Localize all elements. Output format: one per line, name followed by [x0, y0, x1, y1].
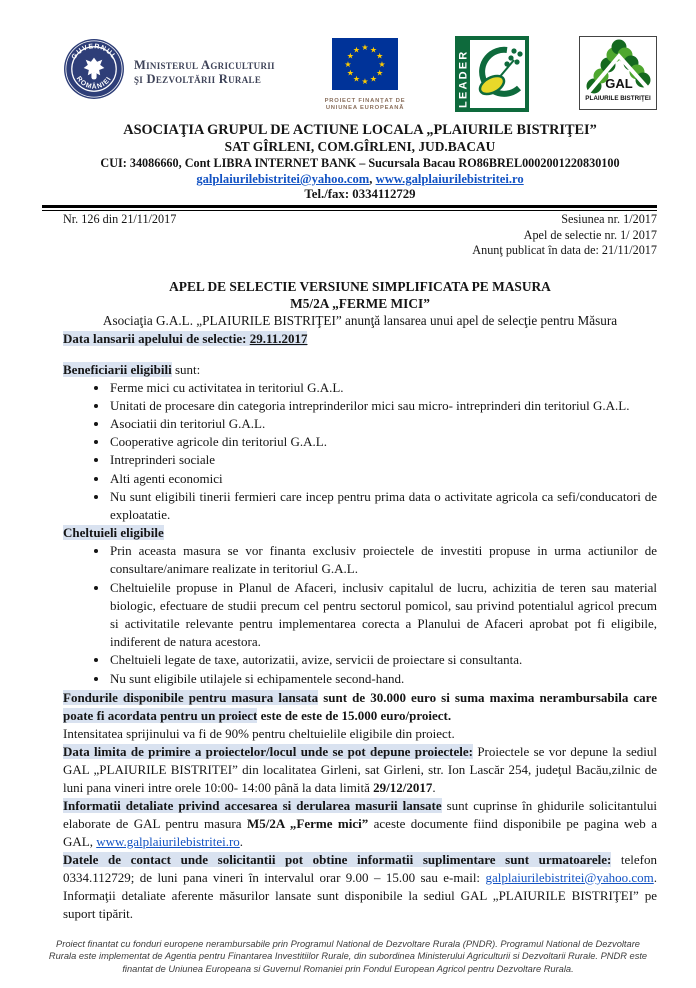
session-number: Sesiunea nr. 1/2017	[561, 212, 657, 226]
call-number: Apel de selectie nr. 1/ 2017	[523, 227, 657, 242]
svg-text:★: ★	[369, 74, 378, 84]
beneficiaries-list	[63, 379, 657, 525]
list-item: • Nu sunt eligibile utilajele si echipamentele second-hand.	[109, 670, 657, 688]
svg-text:★: ★	[361, 77, 369, 86]
launch-date-line: Data lansarii apelului de selectie: 29.11.2017	[63, 330, 308, 346]
publish-date: Anunţ publicat în data de: 21/11/2017	[472, 243, 657, 257]
romanian-government-seal-icon	[63, 38, 125, 105]
page-title	[63, 278, 657, 330]
svg-text:★: ★	[352, 74, 361, 84]
header-email-link[interactable]: galplaiurilebistritei@yahoo.com	[196, 172, 370, 186]
eu-flag-caption: PROIECT FINANŢAT DE UNIUNEA EUROPEANĂ	[324, 98, 406, 111]
title-subtitle: Asociaţia G.A.L. „PLAIURILE BISTRIŢEI” anunţă lansarea unui apel de selecţie pentru Măsura	[102, 312, 618, 328]
website-link[interactable]: www.galplaiurilebistritei.ro	[96, 833, 240, 849]
expenses-heading: Cheltuieli eligibile	[63, 525, 164, 541]
funds-paragraph: Fondurile disponibile pentru masura lansata sunt de 30.000 euro si suma maxima nerambursabila care poate fi acordata pentru un proiect este de este de 15.000 euro/proiect.	[63, 689, 657, 723]
organization-header	[63, 122, 657, 202]
launch-date: 29.11.2017	[249, 330, 308, 346]
document-meta	[63, 212, 657, 259]
email-link[interactable]: galplaiurilebistritei@yahoo.com	[485, 869, 654, 885]
government-logo	[63, 38, 275, 105]
leader-logo-icon	[455, 36, 529, 117]
svg-text:★: ★	[378, 60, 386, 69]
contact-paragraph: Datele de contact unde solicitantii pot obtine informatii suplimentare sunt urmatoarele: telefon 0334.112729; de luni pana vineri în intervalul orar 9.00 – 15.00 sau e-mail: galplaiurilebistritei@yahoo.com. Informaţii detaliate aferente măsurilor lansate sunt disponibile la sediul GAL „PLAIURILE BISTRIŢEI” pe suport tipărit.	[63, 851, 657, 921]
list-item: • Ferme mici cu activitatea in teritoriul G.A.L.	[109, 379, 657, 397]
logo-row	[63, 34, 657, 118]
svg-text:★: ★	[346, 68, 354, 78]
svg-text:PLAIURILE BISTRIŢEI: PLAIURILE BISTRIŢEI	[585, 95, 651, 102]
intensity-line: Intensitatea sprijinului va fi de 90% pentru cheltuielile eligibile din proiect.	[63, 725, 455, 741]
eu-flag-icon	[332, 38, 398, 95]
svg-text:ROMÂNIEI: ROMÂNIEI	[74, 75, 114, 91]
session-info	[472, 212, 657, 259]
organization-address: SAT GÎRLENI, COM.GÎRLENI, JUD.BACAU	[224, 139, 496, 154]
beneficiaries-heading: Beneficiarii eligibili sunt:	[63, 361, 201, 377]
svg-text:★: ★	[344, 60, 352, 69]
gal-plaiurile-bistritei-logo-icon	[579, 36, 657, 115]
list-item: • Unitati de procesare din categoria intreprinderilor mici sau micro- intreprinderi din teritoriul G.A.L.	[109, 397, 657, 415]
svg-text:GAL: GAL	[605, 76, 633, 91]
list-item: • Prin aceasta masura se vor finanta exclusiv proiectele de investiti propuse in urma actiunilor de consultare/animare realizate in teritoriul G.A.L.	[109, 542, 657, 578]
svg-text:★: ★	[376, 68, 384, 78]
eu-flag-logo	[325, 38, 406, 112]
funds-section	[63, 689, 657, 743]
organization-telfax: Tel./fax: 0334112729	[304, 187, 416, 201]
list-item: • Cheltuielile propuse in Planul de Afaceri, inclusiv capitalul de lucru, achizitia de teren sau material biologic, efectuare de studii precum cel pentru sectorul pomicol, sau privind potentialul agricol precum si activitatile relevante pentru implementarea corecta a Planului de Afaceri aprobat pot fi eligibile, indiferent de natura acestora.	[109, 579, 657, 652]
svg-text:★: ★	[346, 51, 354, 61]
deadline-paragraph: Data limita de primire a proiectelor/locul unde se pot depune proiectele: Proiectele se vor depune la sediul GAL „PLAIURILE BISTRITEI” din localitatea Girleni, sat Girleni, str. Ion Lascăr 254, judeţul Bacău,zilnic de luni pana vineri intre orele 10:00- 14:00 până la data limită 29/12/2017.	[63, 743, 657, 795]
organization-name: ASOCIAŢIA GRUPUL DE ACTIUNE LOCALA „PLAIURILE BISTRIŢEI”	[123, 122, 597, 138]
list-item: • Asociatii din teritoriul G.A.L.	[109, 415, 657, 433]
organization-bank-line: CUI: 34086660, Cont LIBRA INTERNET BANK – Sucursala Bacau RO86BREL0002001220830100	[100, 156, 620, 170]
list-item: • Cheltuieli legate de taxe, autorizatii, avize, servicii de proiectare si consultanta.	[109, 651, 657, 669]
list-item: • Nu sunt eligibili tinerii fermieri care incep pentru prima data o activitate agricola ca sefi/conducatori de exploatatie.	[109, 488, 657, 524]
deadline-date: 29/12/2017	[373, 779, 433, 795]
registration-number: Nr. 126 din 21/11/2017	[63, 212, 177, 226]
organization-links: galplaiurilebistritei@yahoo.com, www.galplaiurilebistritei.ro	[196, 172, 524, 186]
expenses-section	[63, 524, 657, 688]
expenses-list	[63, 542, 657, 688]
header-website-link[interactable]: www.galplaiurilebistritei.ro	[375, 172, 524, 186]
title-line2: M5/2A „FERME MICI”	[290, 295, 430, 311]
info-paragraph: Informatii detaliate privind accesarea si derularea masurii lansate sunt cuprinse în ghidurile solicitantului elaborate de GAL pentru masura M5/2A „Ferme mici” aceste documente fiind disponibile pe pagina web a GAL, www.galplaiurilebistritei.ro.	[63, 797, 658, 849]
beneficiaries-section	[63, 361, 657, 525]
svg-text:★: ★	[376, 51, 384, 61]
list-item: • Intreprinderi sociale	[109, 451, 657, 469]
svg-text:★: ★	[352, 45, 361, 55]
svg-text:★: ★	[369, 45, 378, 55]
ministry-name: Ministerul Agriculturii şi Dezvoltării Rurale	[134, 57, 275, 86]
svg-text:LEADER: LEADER	[457, 49, 470, 108]
svg-text:GUVERNUL: GUVERNUL	[70, 43, 118, 61]
funding-footer-note: Proiect finantat cu fonduri europene nerambursabile prin Programul National de Dezvoltare Rurala (PNDR). Programul National de Dezvoltare Rurala este implementat de Agentia pentru Finantarea Investitiilor Rurale, din subordinea Ministerului Agriculturii si Dezvoltarii Rurale. PNDR este finantat de Uniunea Europeana si Guvernul Romaniei prin Fondul European Agricol pentru Dezvoltare Rurala.	[48, 938, 648, 974]
list-item: • Cooperative agricole din teritoriul G.A.L.	[109, 433, 657, 451]
title-line1: APEL DE SELECTIE VERSIUNE SIMPLIFICATA PE MASURA	[169, 278, 551, 294]
list-item: • Alti agenti economici	[109, 470, 657, 488]
header-divider	[42, 205, 657, 211]
svg-text:★: ★	[361, 43, 369, 52]
